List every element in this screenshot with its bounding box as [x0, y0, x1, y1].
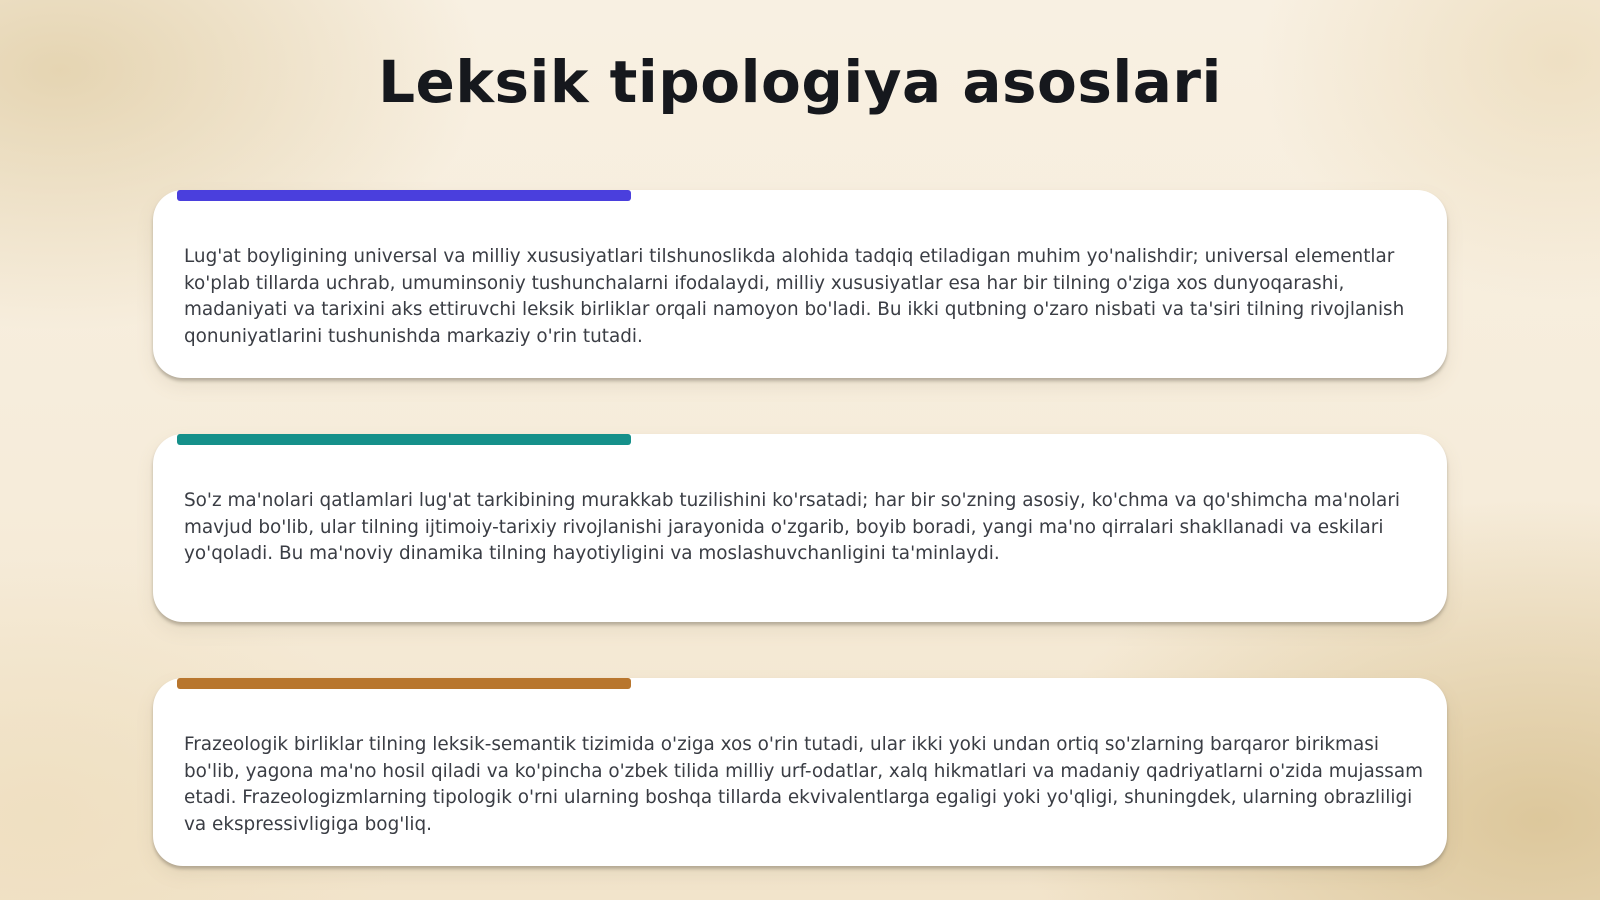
content-card-3 [153, 678, 1447, 868]
accent-bar [177, 678, 631, 689]
content-card-1 [153, 190, 1447, 380]
content-card-2 [153, 434, 1447, 624]
page-title: Leksik tipologiya asoslari [378, 48, 1222, 116]
card-text: Lug'at boyligining universal va milliy xususiyatlari tilshunoslikda alohida tadqiq etiladigan muhim yo'nalishdir; universal elementlar ko'plab tillarda uchrab, umuminsoniy tushunchalarni ifodalaydi, milliy xususiyatlar esa har bir tilning o'ziga xos dunyoqarashi, madaniyati va tarixini aks ettiruvchi leksik birliklar orqali namoyon bo'ladi. Bu ikki qutbning o'zaro nisbati va ta'siri tilning rivojlanish qonuniyatlarini tushunishda markaziy o'rin tutadi. [184, 246, 1405, 347]
card-text: Frazeologik birliklar tilning leksik-semantik tizimida o'ziga xos o'rin tutadi, ular ikki yoki undan ortiq so'zlarning barqaror birikmasi bo'lib, yagona ma'no hosil qiladi va ko'pincha o'zbek tilida milliy urf-odatlar, xalq hikmatlari va madaniy qadriyatlarni o'zida mujassam etadi. Frazeologizmlarning tipologik o'rni ularning boshqa tillarda ekvivalentlarga egaligi yoki yo'qligi, shuningdek, ularning obrazliligi va ekspressivligiga bog'liq. [184, 734, 1424, 835]
accent-bar [177, 434, 631, 445]
card-text: So'z ma'nolari qatlamlari lug'at tarkibining murakkab tuzilishini ko'rsatadi; har bir so'zning asosiy, ko'chma va qo'shimcha ma'nolari mavjud bo'lib, ular tilning ijtimoiy-tarixiy rivojlanishi jarayonida o'zgarib, boyib boradi, yangi ma'no qirralari shakllanadi va eskilari yo'qoladi. Bu ma'noviy dinamika tilning hayotiyligini va moslashuvchanligini ta'minlaydi. [184, 490, 1400, 564]
accent-bar [177, 190, 631, 201]
